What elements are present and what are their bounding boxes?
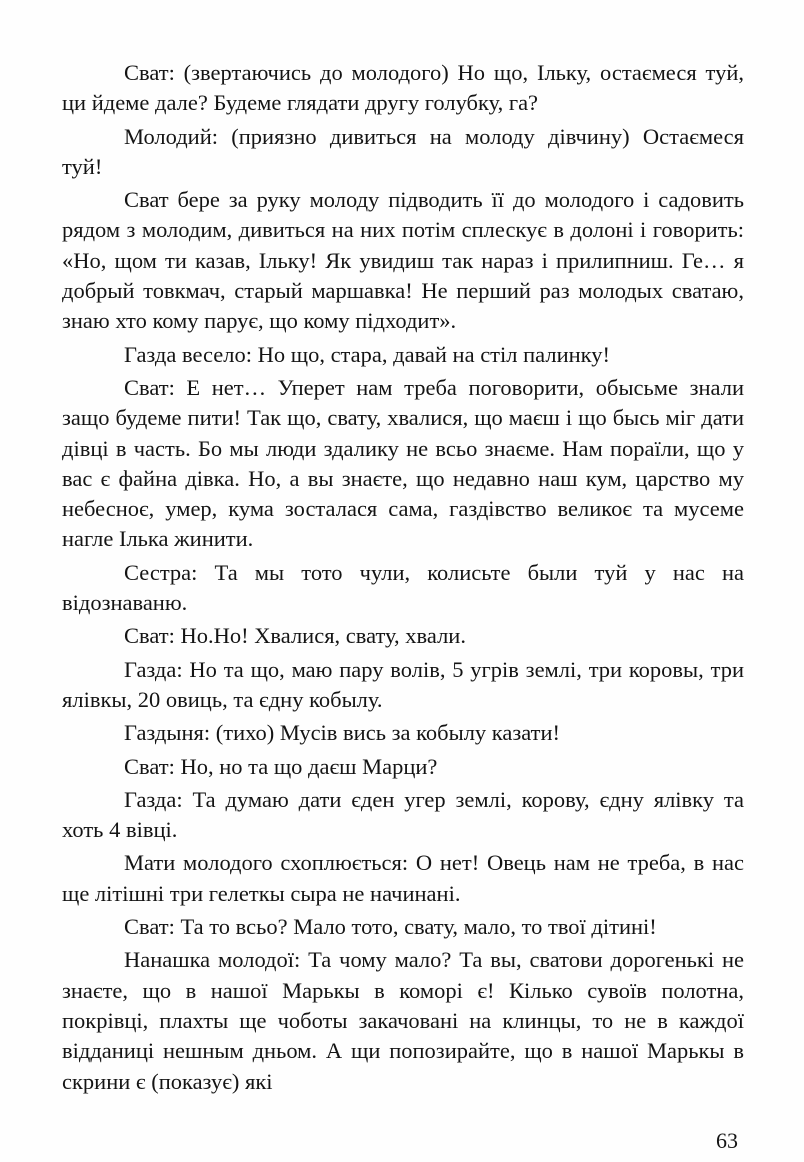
- page-number: 63: [716, 1128, 738, 1153]
- paragraph: Газда весело: Но що, стара, давай на стіл палинку!: [124, 341, 611, 367]
- paragraph: Сват: Но, но та що даєш Марци?: [124, 753, 438, 779]
- paragraph: Сват: Е нет… Уперет нам треба поговорити, обысьме знали защо будеме пити! Так що, свату, хвалися, що маєш і що бысь міг дати дівці в часть. Бо мы люди здалику не всьо знаєме. Нам пораїли, що у вас є файна дівка. Но, а вы знаєте, що недавно наш кум, царство му небесноє, умер, кума зосталася сама, газдівство великоє та мусеме нагле Ілька жинити.: [62, 374, 744, 552]
- paragraph: Мати молодого схоплюється: О нет! Овець нам не треба, в нас ще літішні три гелеткы сыра не начинані.: [62, 850, 744, 906]
- paragraph: Газдыня: (тихо) Мусів вись за кобылу казати!: [124, 720, 561, 746]
- paragraph: Молодий: (приязно дивиться на молоду дівчину) Остаємеся туй!: [62, 123, 744, 179]
- paragraph: Сват: Но.Но! Хвалися, свату, хвали.: [124, 623, 466, 649]
- page-text: [62, 58, 744, 1100]
- paragraph: Нанашка молодої: Та чому мало? Та вы, сватови дорогенькі не знаєте, що в нашої Марькы в коморі є! Кілько сувоїв полотна, покрівці, плахты ще чоботы закачовані на клинцы, то не в каждої відданиці нешным дньом. А щи попозирайте, що в нашої Марькы в скрини є (показує) які: [62, 947, 744, 1094]
- paragraph: Сестра: Та мы тото чули, колисьте были туй у нас на відознаваню.: [62, 559, 744, 616]
- paragraph: Газда: Та думаю дати єден угер землі, корову, єдну ялівку та хоть 4 вівці.: [62, 786, 744, 843]
- paragraph: Газда: Но та що, маю пару волів, 5 угрів землі, три коровы, три ялівкы, 20 овиць, та єдну кобылу.: [62, 656, 744, 712]
- paragraph: Сват: Та то всьо? Мало тото, свату, мало, то твої дітині!: [124, 914, 657, 940]
- paragraph: Сват бере за руку молоду підводить її до молодого і садовить рядом з молодим, дивиться на них потім сплескує в долоні і говорить: «Но, щом ти казав, Ільку! Як увидиш так нараз і прилипниш. Ге… я добрый товкмач, старый маршавка! Не перший раз молодых сватаю, знаю хто кому парує, що кому підходит».: [62, 187, 744, 334]
- paragraph: Сват: (звертаючись до молодого) Но що, Ільку, остаємеся туй, ци йдеме дале? Будеме глядати другу голубку, га?: [62, 60, 744, 116]
